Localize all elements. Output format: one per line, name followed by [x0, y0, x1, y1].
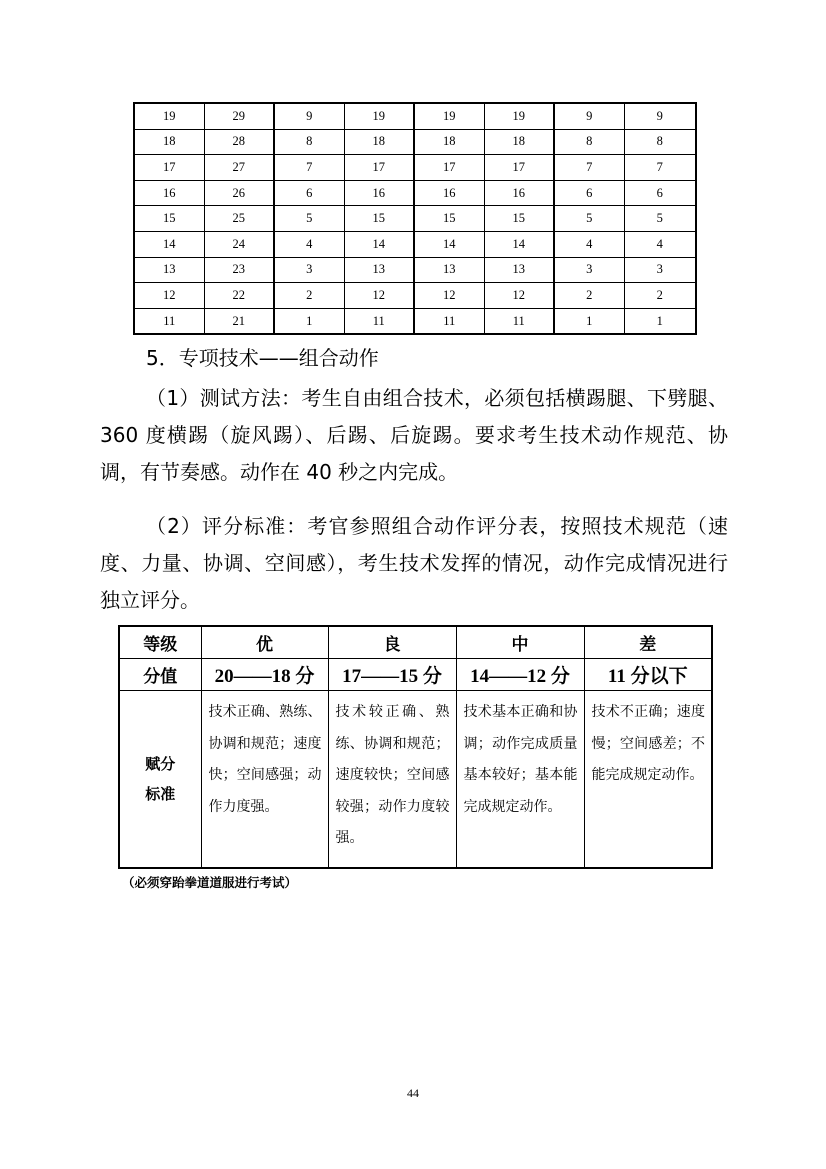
- score-cell: 8: [554, 129, 624, 155]
- score-cell: 7: [554, 155, 624, 181]
- score-cell: 7: [624, 155, 696, 181]
- score-cell: 12: [134, 283, 204, 309]
- score-row: [134, 283, 696, 309]
- grade-value-cell: 20——18 分: [201, 659, 328, 691]
- criteria-label-line: 赋分: [145, 755, 176, 773]
- score-cell: 15: [344, 206, 414, 232]
- score-row: [134, 231, 696, 257]
- score-row: [134, 129, 696, 155]
- score-cell: 6: [624, 180, 696, 206]
- score-cell: 21: [204, 308, 274, 334]
- score-cell: 19: [484, 103, 554, 129]
- grade-value-cell: 17——15 分: [328, 659, 456, 691]
- score-cell: 15: [414, 206, 484, 232]
- score-cell: 19: [414, 103, 484, 129]
- score-cell: 14: [344, 231, 414, 257]
- score-cell: 14: [134, 231, 204, 257]
- score-cell: 14: [414, 231, 484, 257]
- grade-values-row: [119, 659, 712, 691]
- score-cell: 12: [414, 283, 484, 309]
- score-cell: 6: [274, 180, 344, 206]
- score-cell: 18: [484, 129, 554, 155]
- score-cell: 16: [344, 180, 414, 206]
- grade-criteria-cell: 技术不正确；速度慢；空间感差；不能完成规定动作。: [584, 691, 712, 869]
- grade-value-cell: 11 分以下: [584, 659, 712, 691]
- score-cell: 18: [344, 129, 414, 155]
- score-cell: 11: [414, 308, 484, 334]
- score-row: [134, 180, 696, 206]
- score-row: [134, 308, 696, 334]
- score-cell: 13: [414, 257, 484, 283]
- score-cell: 16: [134, 180, 204, 206]
- score-cell: 26: [204, 180, 274, 206]
- score-cell: 18: [414, 129, 484, 155]
- score-cell: 28: [204, 129, 274, 155]
- score-row: [134, 103, 696, 129]
- score-cell: 19: [134, 103, 204, 129]
- score-cell: 27: [204, 155, 274, 181]
- score-row: [134, 257, 696, 283]
- score-cell: 25: [204, 206, 274, 232]
- score-cell: 2: [554, 283, 624, 309]
- score-cell: 2: [274, 283, 344, 309]
- score-cell: 5: [274, 206, 344, 232]
- page-number: 44: [407, 1086, 419, 1100]
- score-cell: 22: [204, 283, 274, 309]
- grade-value-cell: 14——12 分: [456, 659, 584, 691]
- grade-header-row: [119, 626, 712, 659]
- score-cell: 5: [554, 206, 624, 232]
- score-cell: 23: [204, 257, 274, 283]
- score-table: [133, 102, 697, 335]
- score-cell: 9: [624, 103, 696, 129]
- score-cell: 1: [624, 308, 696, 334]
- score-cell: 29: [204, 103, 274, 129]
- score-cell: 17: [484, 155, 554, 181]
- grade-criteria-cell: 技术较正确、熟练、协调和规范；速度较快；空间感较强；动作力度较强。: [328, 691, 456, 869]
- grade-header-cell: 等级: [119, 626, 201, 659]
- score-cell: 12: [484, 283, 554, 309]
- score-cell: 7: [274, 155, 344, 181]
- score-cell: 13: [484, 257, 554, 283]
- score-cell: 4: [554, 231, 624, 257]
- score-row: [134, 155, 696, 181]
- score-cell: 15: [134, 206, 204, 232]
- score-cell: 15: [484, 206, 554, 232]
- attire-note: （必须穿跆拳道道服进行考试）: [122, 875, 298, 890]
- score-cell: 17: [414, 155, 484, 181]
- score-cell: 11: [484, 308, 554, 334]
- score-cell: 11: [344, 308, 414, 334]
- grading-table: [118, 625, 713, 869]
- score-cell: 16: [484, 180, 554, 206]
- score-cell: 9: [554, 103, 624, 129]
- grade-criteria-cell: 技术正确、熟练、协调和规范；速度快；空间感强；动作力度强。: [201, 691, 328, 869]
- score-cell: 17: [344, 155, 414, 181]
- score-cell: 13: [344, 257, 414, 283]
- score-cell: 13: [134, 257, 204, 283]
- score-cell: 1: [274, 308, 344, 334]
- score-cell: 6: [554, 180, 624, 206]
- score-cell: 3: [554, 257, 624, 283]
- score-cell: 24: [204, 231, 274, 257]
- grade-header-cell: 优: [201, 626, 328, 659]
- section-heading: 5．专项技术——组合动作: [146, 346, 379, 370]
- score-cell: 5: [624, 206, 696, 232]
- score-cell: 18: [134, 129, 204, 155]
- grade-header-cell: 良: [328, 626, 456, 659]
- score-cell: 17: [134, 155, 204, 181]
- score-cell: 3: [274, 257, 344, 283]
- grade-criteria-cell: 技术基本正确和协调；动作完成质量基本较好；基本能完成规定动作。: [456, 691, 584, 869]
- score-cell: 19: [344, 103, 414, 129]
- score-cell: 8: [624, 129, 696, 155]
- values-label: 分值: [119, 659, 201, 691]
- grade-header-cell: 中: [456, 626, 584, 659]
- score-cell: 1: [554, 308, 624, 334]
- score-cell: 4: [624, 231, 696, 257]
- criteria-label-line: 标准: [145, 785, 176, 803]
- score-cell: 11: [134, 308, 204, 334]
- grade-header-cell: 差: [584, 626, 712, 659]
- scoring-standard-paragraph: （2）评分标准：考官参照组合动作评分表，按照技术规范（速度、力量、协调、空间感），考生技术发挥的情况，动作完成情况进行独立评分。: [100, 514, 728, 612]
- score-cell: 9: [274, 103, 344, 129]
- score-cell: 2: [624, 283, 696, 309]
- score-cell: 16: [414, 180, 484, 206]
- grade-criteria-row: [119, 691, 712, 869]
- test-method-paragraph: （1）测试方法：考生自由组合技术，必须包括横踢腿、下劈腿、360 度横踢（旋风踢）、后踢、后旋踢。要求考生技术动作规范、协调，有节奏感。动作在 40 秒之内完成。: [100, 386, 728, 484]
- score-row: [134, 206, 696, 232]
- criteria-label: [119, 691, 201, 869]
- score-cell: 4: [274, 231, 344, 257]
- score-cell: 12: [344, 283, 414, 309]
- score-cell: 3: [624, 257, 696, 283]
- score-cell: 14: [484, 231, 554, 257]
- score-cell: 8: [274, 129, 344, 155]
